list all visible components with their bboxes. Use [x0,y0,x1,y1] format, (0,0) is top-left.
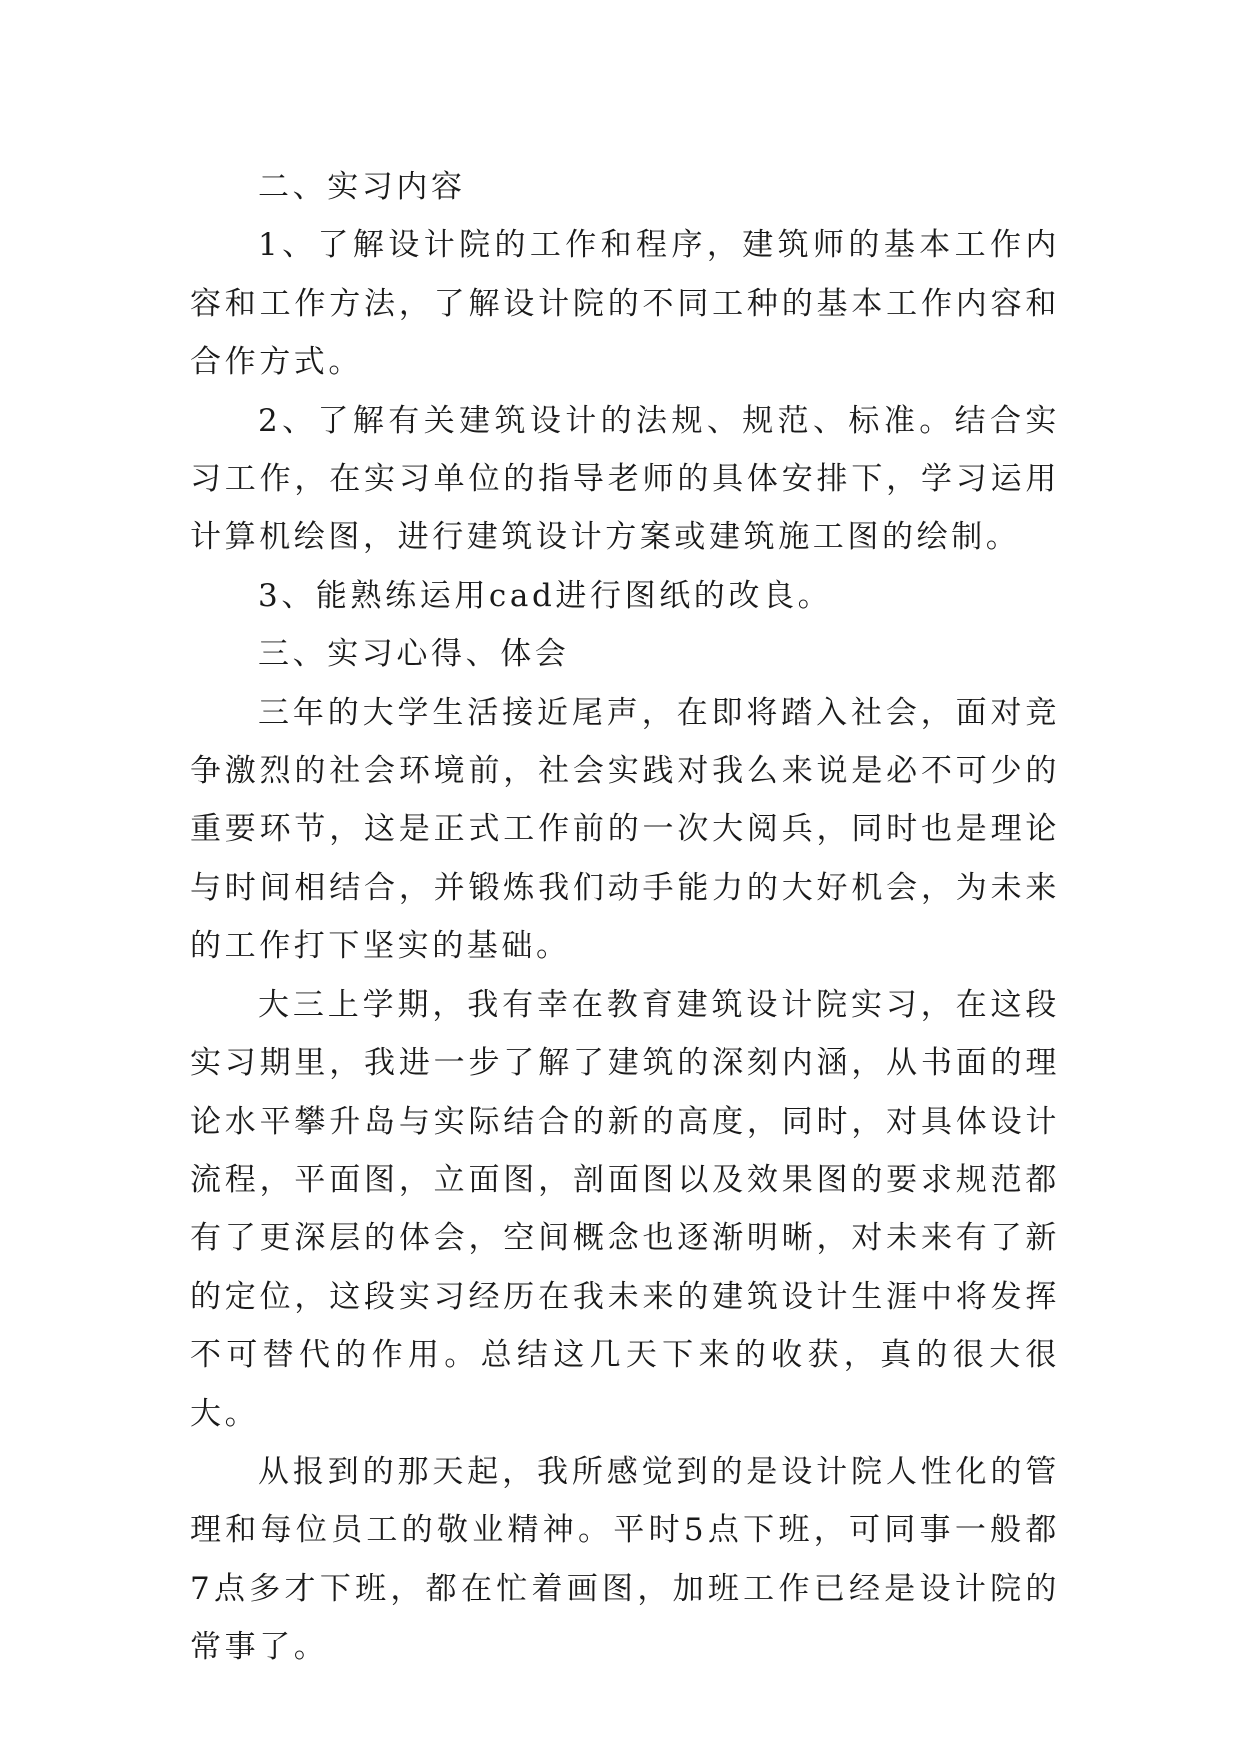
document-body [190,158,1060,1677]
paragraph-item-3: 3、能熟练运用cad进行图纸的改良。 [258,577,833,614]
paragraph-item-2: 2、了解有关建筑设计的法规、规范、标准。结合实习工作，在实习单位的指导老师的具体安排下，学习运用计算机绘图，进行建筑设计方案或建筑施工图的绘制。 [190,402,1060,556]
section-heading-reflections: 三、实习心得、体会 [258,636,570,673]
paragraph-reflection-3: 从报到的那天起，我所感觉到的是设计院人性化的管理和每位员工的敬业精神。平时5点下班，可同事一般都7点多才下班，都在忙着画图，加班工作已经是设计院的常事了。 [190,1453,1060,1666]
section-heading-internship-content: 二、实习内容 [258,169,466,205]
paragraph-reflection-2: 大三上学期，我有幸在教育建筑设计院实习，在这段实习期里，我进一步了解了建筑的深刻内涵，从书面的理论水平攀升岛与实际结合的新的高度，同时，对具体设计流程，平面图，立面图，剖面图以及效果图的要求规范都有了更深层的体会，空间概念也逐渐明晰，对未来有了新的定位，这段实习经历在我未来的建筑设计生涯中将发挥不可替代的作用。总结这几天下来的收获，真的很大很大。 [190,986,1060,1432]
paragraph-item-1: 1、了解设计院的工作和程序，建筑师的基本工作内容和工作方法，了解设计院的不同工种的基本工作内容和合作方式。 [190,227,1060,381]
paragraph-reflection-1: 三年的大学生活接近尾声，在即将踏入社会，面对竞争激烈的社会环境前，社会实践对我么来说是必不可少的重要环节，这是正式工作前的一次大阅兵，同时也是理论与时间相结合，并锻炼我们动手能力的大好机会，为未来的工作打下坚实的基础。 [190,694,1060,965]
